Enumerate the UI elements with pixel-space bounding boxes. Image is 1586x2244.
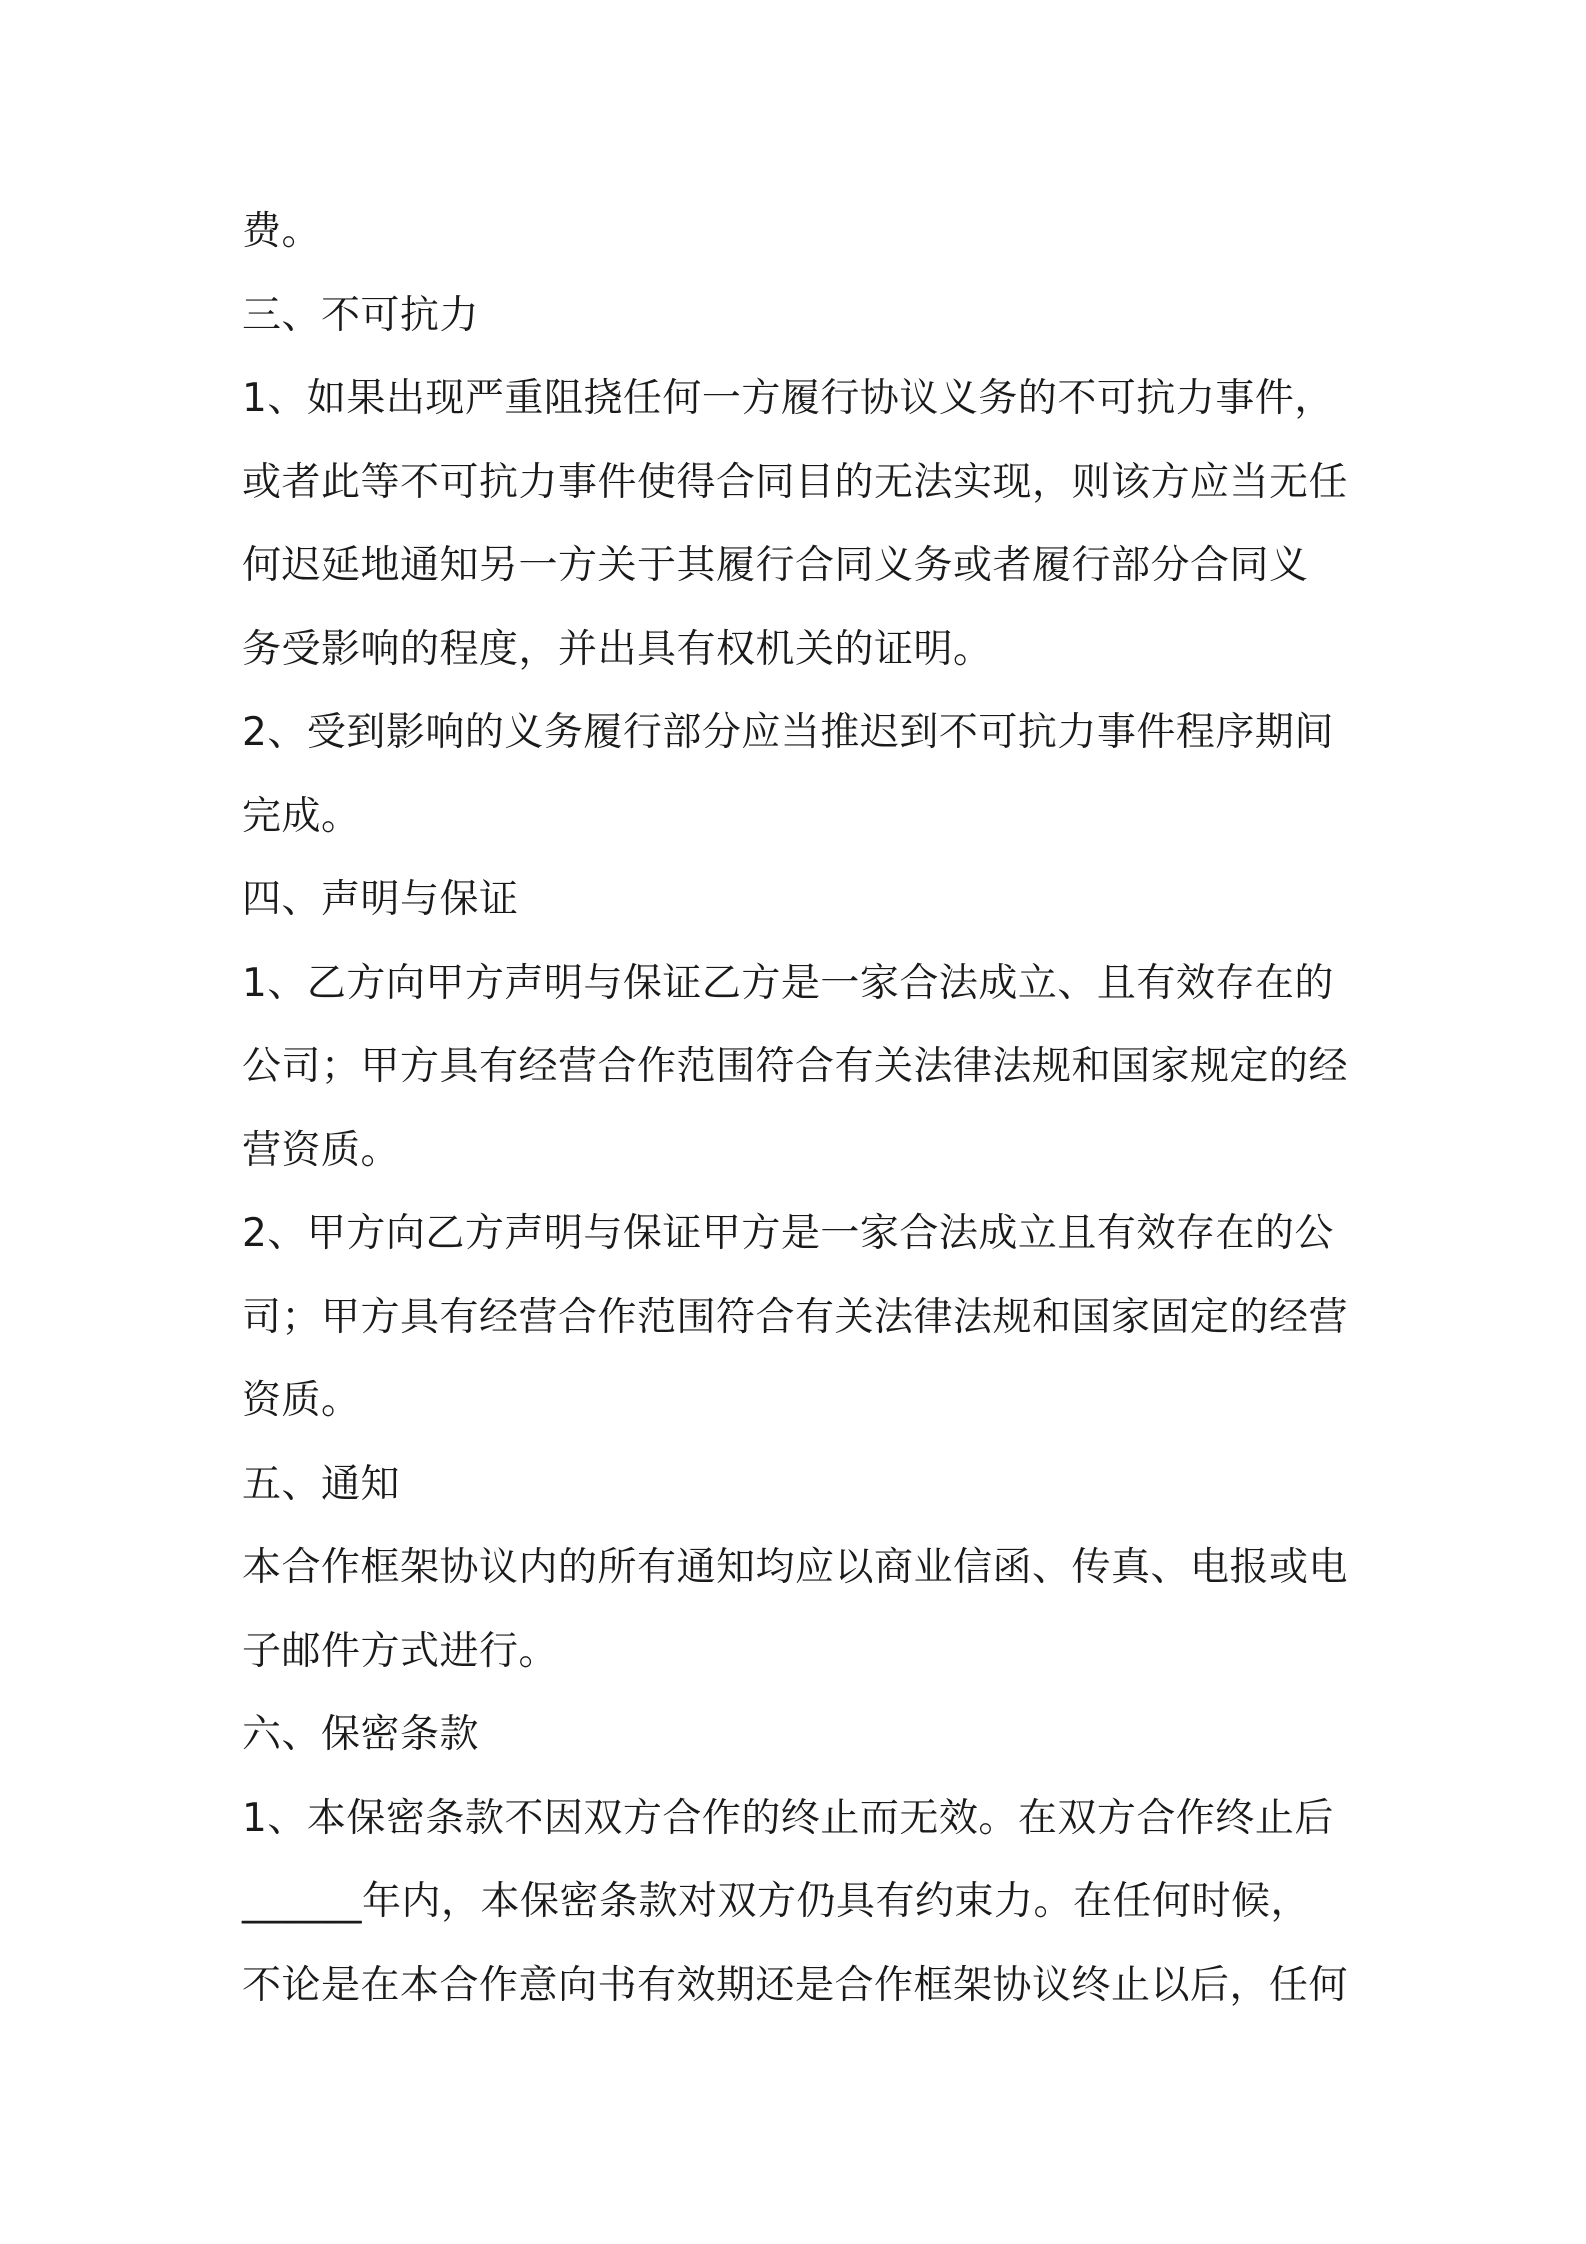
text-line: 2、甲方向乙方声明与保证甲方是一家合法成立且有效存在的公	[242, 1211, 1334, 1256]
text-line: 司；甲方具有经营合作范围符合有关法律法规和国家固定的经营	[242, 1294, 1349, 1340]
text-line: 1、如果出现严重阻挠任何一方履行协议义务的不可抗力事件，	[242, 376, 1334, 421]
text-line: 费。	[242, 209, 322, 254]
section-heading: 四、声明与保证	[242, 877, 519, 922]
document-body	[242, 190, 1362, 2027]
text-line: 公司；甲方具有经营合作范围符合有关法律法规和国家规定的经	[242, 1044, 1349, 1089]
text-line: 2、受到影响的义务履行部分应当推迟到不可抗力事件程序期间	[242, 710, 1334, 755]
section-heading: 六、保密条款	[242, 1712, 480, 1757]
text-line: 1、本保密条款不因双方合作的终止而无效。在双方合作终止后	[242, 1795, 1334, 1841]
text-line: 子邮件方式进行。	[242, 1628, 559, 1674]
text-line: 资质。	[242, 1378, 361, 1423]
text-line: 1、乙方向甲方声明与保证乙方是一家合法成立、且有效存在的	[242, 960, 1334, 1006]
text-line: 本合作框架协议内的所有通知均应以商业信函、传真、电报或电	[242, 1545, 1349, 1590]
text-line: 营资质。	[242, 1127, 401, 1173]
text-line: 或者此等不可抗力事件使得合同目的无法实现，则该方应当无任	[242, 459, 1349, 505]
section-heading: 五、通知	[242, 1461, 401, 1507]
text-line: 何迟延地通知另一方关于其履行合同义务或者履行部分合同义	[242, 543, 1309, 588]
section-heading: 三、不可抗力	[242, 292, 480, 338]
text-line: 完成。	[242, 793, 361, 839]
text-line: 务受影响的程度，并出具有权机关的证明。	[242, 626, 993, 672]
text-line: ______年内，本保密条款对双方仍具有约束力。在任何时候，	[242, 1879, 1311, 1924]
text-line: 不论是在本合作意向书有效期还是合作框架协议终止以后，任何	[242, 1962, 1349, 2008]
